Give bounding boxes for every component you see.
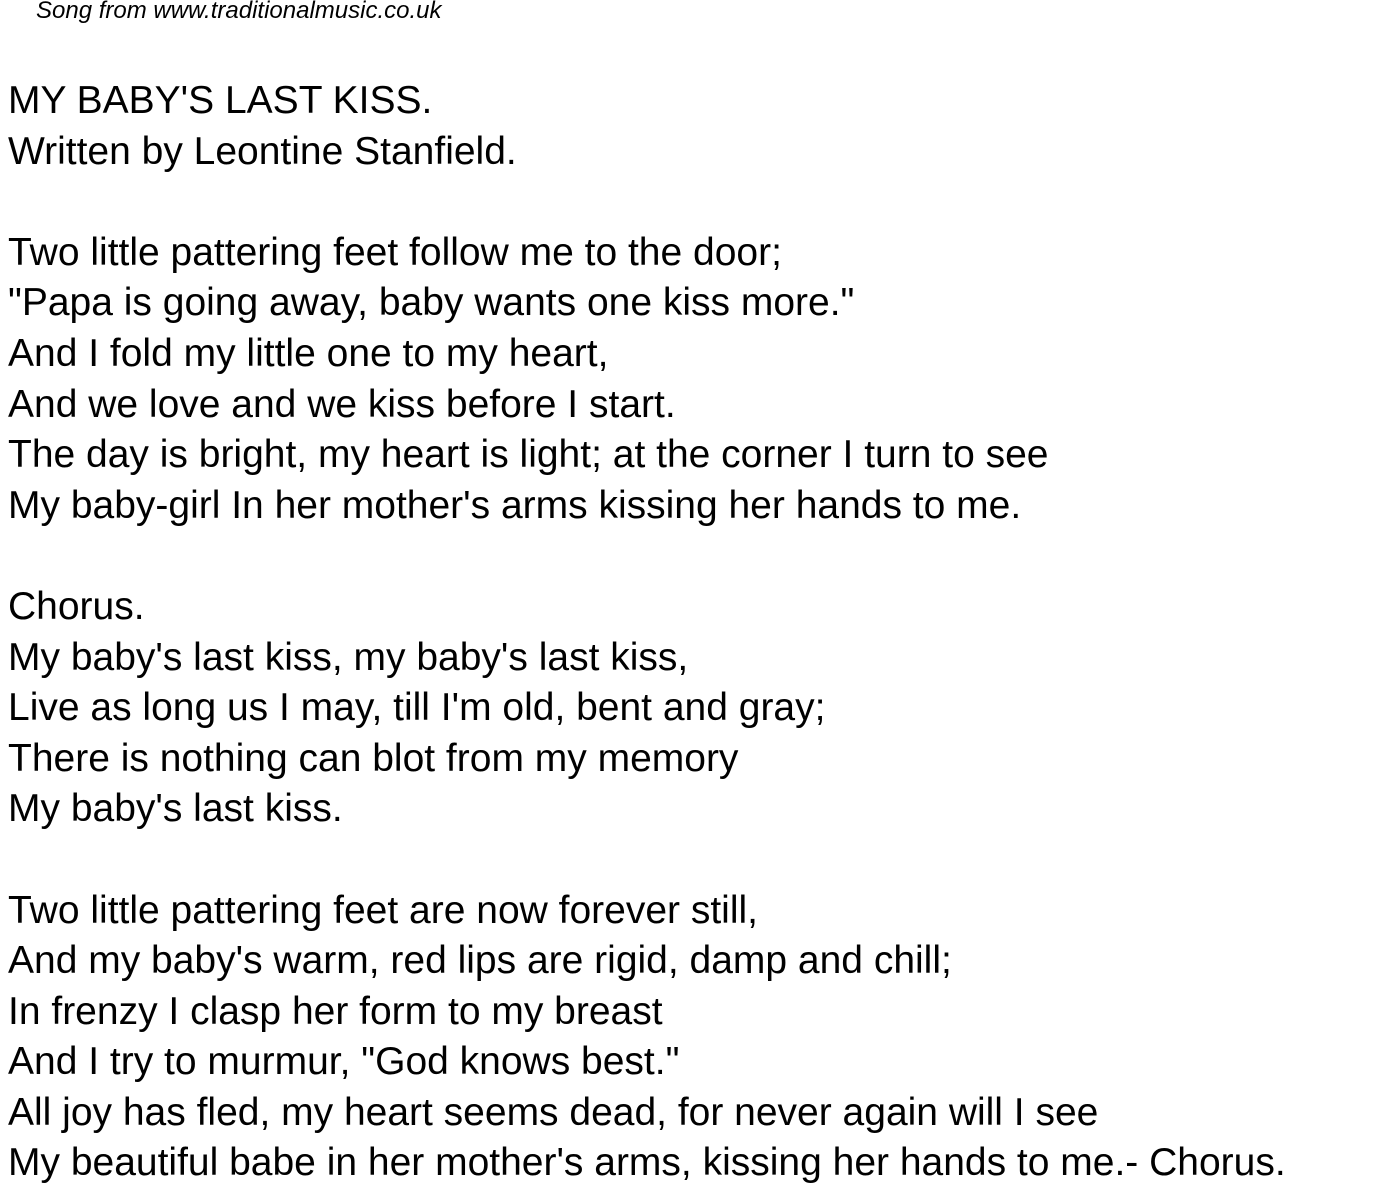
source-credit: Song from www.traditionalmusic.co.uk (36, 0, 442, 24)
verse-1-line: "Papa is going away, baby wants one kiss more." (8, 281, 855, 325)
verse-1-line: The day is bright, my heart is light; at the corner I turn to see (8, 433, 1049, 477)
blank-line (8, 835, 1286, 886)
chorus-line: Live as long us I may, till I'm old, bent and gray; (8, 686, 826, 730)
verse-2-line: And I try to murmur, "God knows best." (8, 1040, 680, 1084)
chorus-line: My baby's last kiss. (8, 787, 343, 831)
verse-1-line: And we love and we kiss before I start. (8, 382, 676, 426)
verse-2-line: All joy has fled, my heart seems dead, for never again will I see (8, 1090, 1099, 1134)
blank-line (8, 531, 1286, 582)
verse-2-line: And my baby's warm, red lips are rigid, damp and chill; (8, 939, 952, 983)
verse-1-line: Two little pattering feet follow me to the door; (8, 230, 782, 274)
verse-1-line: My baby-girl In her mother's arms kissing her hands to me. (8, 483, 1022, 527)
song-author: Written by Leontine Stanfield. (8, 129, 517, 173)
chorus-line: There is nothing can blot from my memory (8, 736, 739, 780)
chorus-heading: Chorus. (8, 584, 145, 628)
chorus-line: My baby's last kiss, my baby's last kiss, (8, 635, 689, 679)
verse-1-line: And I fold my little one to my heart, (8, 331, 609, 375)
blank-line (8, 177, 1286, 228)
verse-2-line: Two little pattering feet are now forever still, (8, 888, 759, 932)
song-title: MY BABY'S LAST KISS. (8, 79, 433, 122)
verse-2-line: My beautiful babe in her mother's arms, kissing her hands to me.- Chorus. (8, 1141, 1286, 1185)
verse-2-line: In frenzy I clasp her form to my breast (8, 989, 663, 1033)
song-text (8, 76, 1286, 1189)
